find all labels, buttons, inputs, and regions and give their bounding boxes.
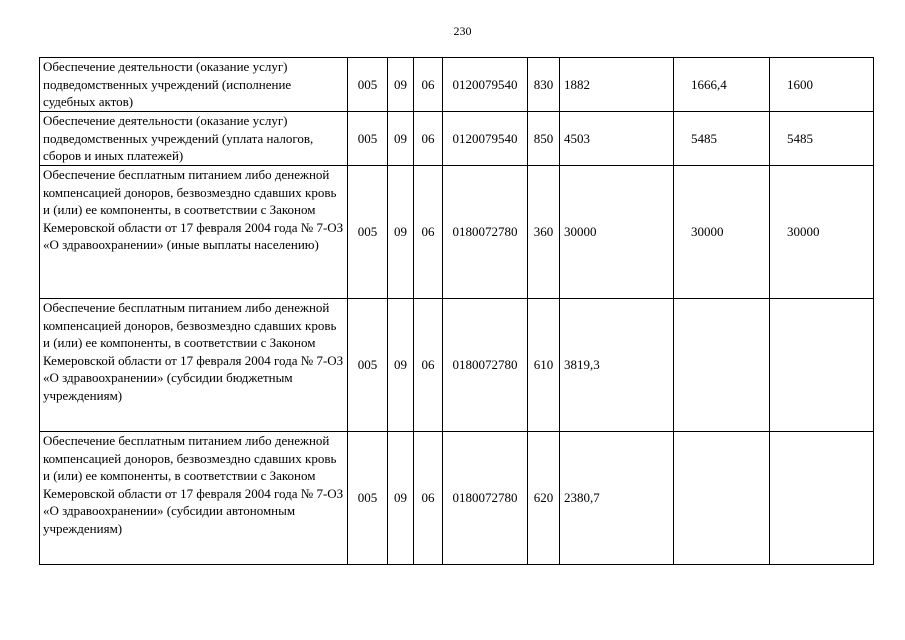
amount-year-2: [674, 299, 770, 432]
expense-type-code: 360: [528, 166, 560, 299]
table-row: [40, 112, 874, 166]
row-name: Обеспечение деятельности (оказание услуг) подведомственных учреждений (уплата налогов, сборов и иных платежей): [40, 112, 348, 166]
subsection-code: 06: [414, 112, 443, 166]
amount-year-2: 5485: [674, 112, 770, 166]
table-row: [40, 58, 874, 112]
target-article-code: 0180072780: [443, 432, 528, 565]
amount-year-1: 2380,7: [560, 432, 674, 565]
page-number: 230: [453, 24, 472, 38]
amount-year-1: 3819,3: [560, 299, 674, 432]
subsection-code: 06: [414, 299, 443, 432]
budget-table: [39, 57, 874, 565]
table-row: [40, 432, 874, 565]
subsection-code: 06: [414, 58, 443, 112]
amount-year-1: 4503: [560, 112, 674, 166]
ministry-code: 005: [348, 166, 388, 299]
ministry-code: 005: [348, 299, 388, 432]
section-code: 09: [388, 299, 414, 432]
section-code: 09: [388, 432, 414, 565]
section-code: 09: [388, 112, 414, 166]
target-article-code: 0180072780: [443, 299, 528, 432]
amount-year-3: 30000: [770, 166, 874, 299]
row-name: Обеспечение бесплатным питанием либо денежной компенсацией доноров, безвозмездно сдавших кровь и (или) ее компоненты, в соответствии с Законом Кемеровской области от 17 февраля 2004 года № 7-ОЗ «О здравоохранении» (субсидии автономным учреждениям): [40, 432, 348, 565]
ministry-code: 005: [348, 112, 388, 166]
amount-year-2: 1666,4: [674, 58, 770, 112]
ministry-code: 005: [348, 432, 388, 565]
amount-year-1: 1882: [560, 58, 674, 112]
amount-year-3: [770, 432, 874, 565]
amount-year-1: 30000: [560, 166, 674, 299]
subsection-code: 06: [414, 166, 443, 299]
row-name: Обеспечение деятельности (оказание услуг) подведомственных учреждений (исполнение судебных актов): [40, 58, 348, 112]
section-code: 09: [388, 166, 414, 299]
expense-type-code: 620: [528, 432, 560, 565]
section-code: 09: [388, 58, 414, 112]
row-name: Обеспечение бесплатным питанием либо денежной компенсацией доноров, безвозмездно сдавших кровь и (или) ее компоненты, в соответствии с Законом Кемеровской области от 17 февраля 2004 года № 7-ОЗ «О здравоохранении» (субсидии бюджетным учреждениям): [40, 299, 348, 432]
ministry-code: 005: [348, 58, 388, 112]
amount-year-3: [770, 299, 874, 432]
table-row: [40, 166, 874, 299]
expense-type-code: 610: [528, 299, 560, 432]
table-row: [40, 299, 874, 432]
amount-year-3: 1600: [770, 58, 874, 112]
amount-year-2: 30000: [674, 166, 770, 299]
amount-year-3: 5485: [770, 112, 874, 166]
target-article-code: 0180072780: [443, 166, 528, 299]
target-article-code: 0120079540: [443, 112, 528, 166]
expense-type-code: 830: [528, 58, 560, 112]
target-article-code: 0120079540: [443, 58, 528, 112]
amount-year-2: [674, 432, 770, 565]
subsection-code: 06: [414, 432, 443, 565]
expense-type-code: 850: [528, 112, 560, 166]
row-name: Обеспечение бесплатным питанием либо денежной компенсацией доноров, безвозмездно сдавших кровь и (или) ее компоненты, в соответствии с Законом Кемеровской области от 17 февраля 2004 года № 7-ОЗ «О здравоохранении» (иные выплаты населению): [40, 166, 348, 299]
